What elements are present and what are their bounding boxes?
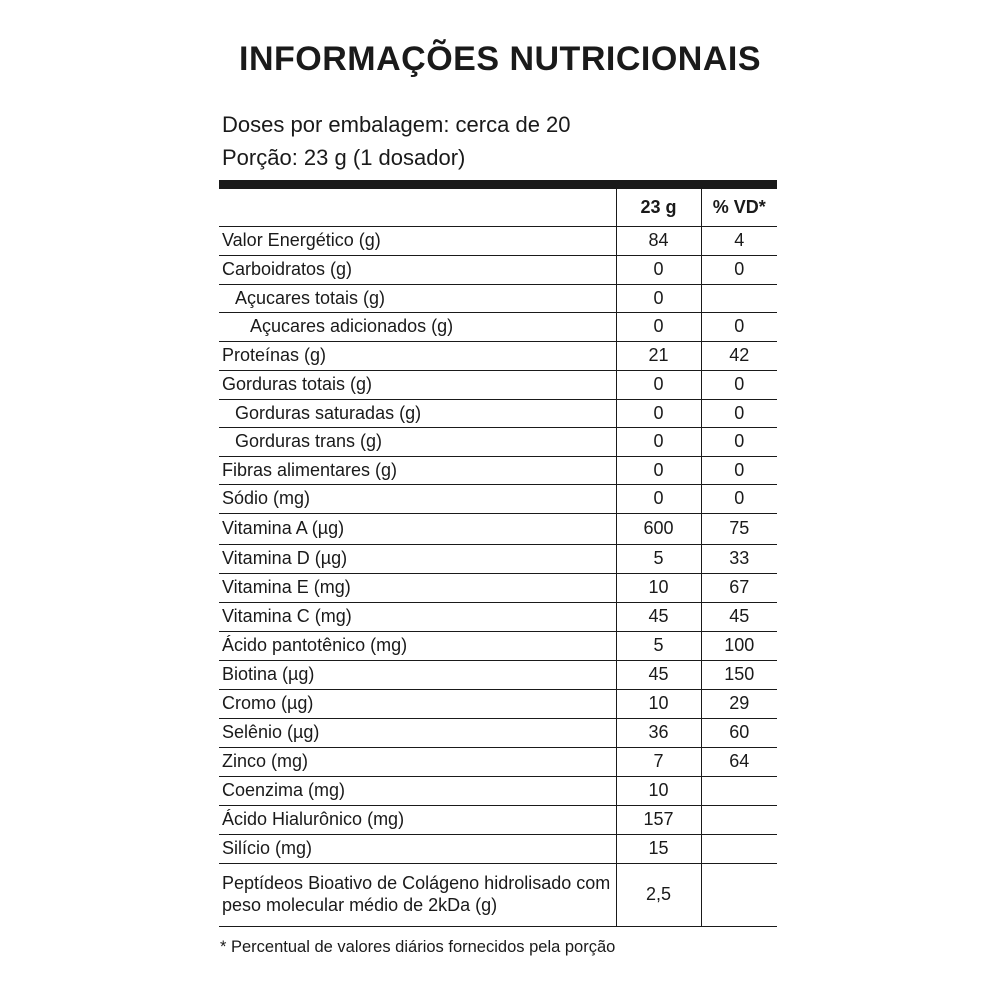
nutrient-amount: 10 [616,574,701,603]
nutrient-amount: 0 [616,285,701,313]
nutrient-amount: 157 [616,806,701,835]
table-row [219,603,777,632]
nutrient-amount: 0 [616,485,701,514]
nutrient-daily-value: 60 [701,719,777,748]
nutrient-daily-value: 0 [701,400,777,428]
nutrient-label: Fibras alimentares (g) [219,457,616,485]
table-row [219,256,777,285]
nutrient-daily-value: 150 [701,661,777,690]
nutrient-label: Vitamina D (µg) [219,545,616,574]
nutrient-amount: 0 [616,457,701,485]
footnote: * Percentual de valores diários fornecidos pela porção [220,938,616,956]
nutrition-table [219,189,777,927]
nutrient-label: Vitamina E (mg) [219,574,616,603]
nutrient-amount: 0 [616,371,701,400]
table-row [219,457,777,485]
nutrient-label: Ácido Hialurônico (mg) [219,806,616,835]
nutrient-amount: 36 [616,719,701,748]
nutrient-label: Biotina (µg) [219,661,616,690]
nutrient-daily-value: 0 [701,428,777,457]
nutrient-label: Açucares totais (g) [219,285,616,313]
table-row [219,806,777,835]
nutrient-daily-value: 0 [701,256,777,285]
nutrient-label: Sódio (mg) [219,485,616,514]
nutrient-label: Proteínas (g) [219,342,616,371]
nutrient-label: Selênio (µg) [219,719,616,748]
nutrient-amount: 21 [616,342,701,371]
nutrient-daily-value: 0 [701,457,777,485]
nutrient-label: Peptídeos Bioativo de Colágeno hidrolisado com peso molecular médio de 2kDa (g) [219,864,616,927]
portion-size: Porção: 23 g (1 dosador) [222,145,466,170]
table-row [219,864,777,927]
nutrient-daily-value [701,835,777,864]
page-title: INFORMAÇÕES NUTRICIONAIS [239,40,761,78]
nutrient-amount: 10 [616,690,701,719]
nutrient-label: Vitamina A (µg) [219,514,616,545]
nutrient-daily-value: 42 [701,342,777,371]
nutrient-label: Gorduras saturadas (g) [219,400,616,428]
table-row [219,777,777,806]
nutrient-amount: 45 [616,661,701,690]
header-label [219,189,616,227]
nutrient-label: Valor Energético (g) [219,227,616,256]
nutrient-label: Carboidratos (g) [219,256,616,285]
nutrient-label: Zinco (mg) [219,748,616,777]
nutrient-label: Gorduras totais (g) [219,371,616,400]
table-row [219,371,777,400]
header-amount: 23 g [616,189,701,227]
nutrient-daily-value: 29 [701,690,777,719]
table-row [219,313,777,342]
nutrient-daily-value [701,864,777,927]
nutrient-daily-value: 75 [701,514,777,545]
table-row [219,719,777,748]
table-row [219,574,777,603]
nutrient-daily-value: 0 [701,313,777,342]
nutrient-label: Cromo (µg) [219,690,616,719]
nutrient-daily-value: 45 [701,603,777,632]
nutrient-daily-value [701,806,777,835]
nutrient-amount: 5 [616,632,701,661]
nutrient-amount: 10 [616,777,701,806]
table-row [219,227,777,256]
nutrient-label: Gorduras trans (g) [219,428,616,457]
table-row [219,748,777,777]
nutrient-label: Coenzima (mg) [219,777,616,806]
table-row [219,428,777,457]
nutrient-amount: 2,5 [616,864,701,927]
header-divider-bar [219,180,777,189]
table-row [219,632,777,661]
nutrient-daily-value [701,285,777,313]
nutrient-amount: 0 [616,313,701,342]
nutrient-label: Ácido pantotênico (mg) [219,632,616,661]
table-row [219,545,777,574]
nutrient-label: Vitamina C (mg) [219,603,616,632]
nutrient-daily-value: 67 [701,574,777,603]
nutrient-amount: 0 [616,256,701,285]
nutrient-daily-value: 100 [701,632,777,661]
table-row [219,342,777,371]
nutrient-daily-value: 33 [701,545,777,574]
header-vd: % VD* [701,189,777,227]
nutrient-amount: 5 [616,545,701,574]
doses-per-package: Doses por embalagem: cerca de 20 [222,112,571,137]
nutrient-amount: 84 [616,227,701,256]
table-row [219,514,777,545]
nutrient-daily-value [701,777,777,806]
nutrient-label: Silício (mg) [219,835,616,864]
nutrient-label: Açucares adicionados (g) [219,313,616,342]
nutrient-amount: 15 [616,835,701,864]
table-row [219,400,777,428]
nutrient-amount: 0 [616,428,701,457]
table-row [219,690,777,719]
nutrient-amount: 7 [616,748,701,777]
nutrient-amount: 600 [616,514,701,545]
nutrient-amount: 45 [616,603,701,632]
table-header-row [219,189,777,227]
nutrient-daily-value: 64 [701,748,777,777]
nutrient-amount: 0 [616,400,701,428]
nutrient-daily-value: 0 [701,371,777,400]
table-row [219,661,777,690]
nutrient-daily-value: 4 [701,227,777,256]
nutrient-daily-value: 0 [701,485,777,514]
table-row [219,485,777,514]
table-row [219,835,777,864]
table-row [219,285,777,313]
